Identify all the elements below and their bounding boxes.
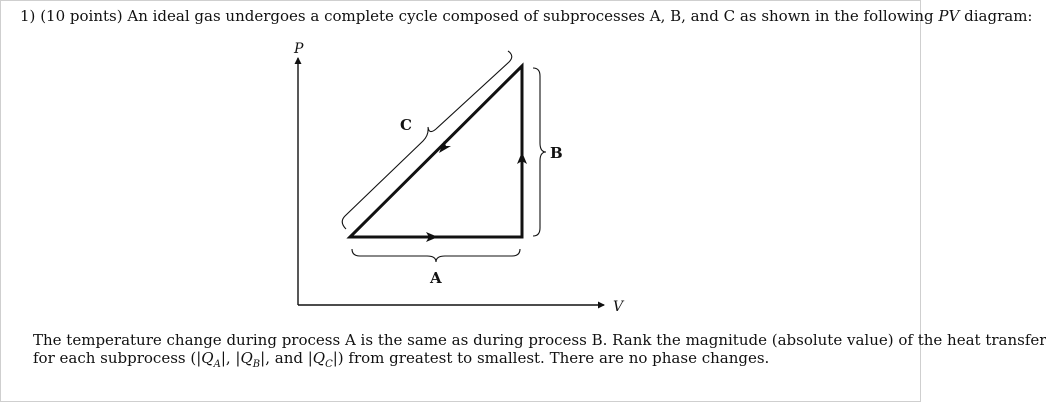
q-c-subscript: C [325,359,333,370]
q-c-symbol: Q [312,349,326,367]
question-number: 1) [20,7,36,25]
label-process-c: C [400,116,412,134]
v-axis-label: V [613,299,624,315]
p-axis-label: P [294,41,304,57]
brace-process-a [352,249,520,262]
details-line-1: The temperature change during process A is the same as during process B. Rank the magnitude (absolute value) of the heat transfer [33,331,1046,349]
question-prompt: An ideal gas undergoes a complete cycle composed of subprocesses A, B, and C as shown in the following [127,7,934,25]
details-suffix: |) from greatest to smallest. There are no phase changes. [332,349,770,367]
brace-process-c [342,51,512,229]
q-b-subscript: B [252,359,261,370]
details-line-2 [33,349,903,374]
label-process-b: B [550,144,563,162]
q-a-subscript: A [213,359,221,370]
cycle-path [350,66,522,237]
brace-process-b [533,68,546,236]
question-points: (10 points) [40,7,123,25]
pv-symbol: PV [938,7,960,25]
details-prefix: for each subprocess (| [33,349,202,367]
q-b-symbol: Q [240,349,253,367]
details-sep-2: |, and | [260,349,313,367]
q-a-symbol: Q [201,349,214,367]
details-sep-1: |, | [220,349,241,367]
question-prompt-end: diagram: [964,7,1033,25]
label-process-a: A [430,269,442,287]
question-details [33,331,1046,374]
